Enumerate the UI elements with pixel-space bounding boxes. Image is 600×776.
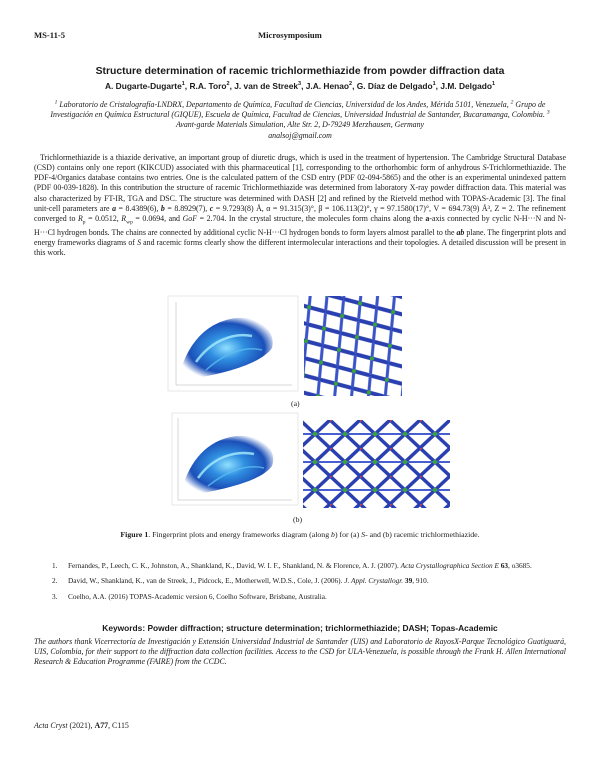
figure-caption: Figure 1. Fingerprint plots and energy frameworks diagram (along b) for (a) S- and (b) racemic trichlormethiazide. xyxy=(120,530,480,539)
affiliation-3: Avant-garde Materials Simulation, Alte Str. 2, D-79249 Merzhausen, Germany xyxy=(175,120,425,130)
energy-framework-a xyxy=(304,296,402,396)
reference-item: 3. Coelho, A.A. (2016) TOPAS-Academic version 6, Coelho Software, Brisbane, Australia. xyxy=(52,591,327,601)
header-code: MS-11-5 xyxy=(34,30,66,40)
fingerprint-plot-b xyxy=(172,413,298,505)
author: R.A. Toro xyxy=(189,81,227,91)
acknowledgement: The authors thank Vicerrectoría de Investigación y Extensión Universidad Industrial de Santander (UIS) and Laboratorio de RayosX-Parque Tecnológico Guatiguará, UIS, Colombia, for their support to the diffraction data collection facilities. Access to the CSD for ULA-Venezuela, is possible through the Frank H. Allen International Research & Education Programme (FAIRE) from the CCDC. xyxy=(34,637,566,667)
author: J. van de Streek xyxy=(234,81,299,91)
email-address[interactable]: analsoj@gmail.com xyxy=(268,130,332,140)
author-list: A. Dugarte-Dugarte$^1$, R.A. Toro$^2$, J. van de Streek$^3$, J.A. Henao$^2$, G. Díaz de Delgado$^1$, J.M. Delgado$^1$ xyxy=(104,81,496,91)
figure-label-b: (b) xyxy=(293,515,303,524)
paper-title: Structure determination of racemic trichlormethiazide from powder diffraction data xyxy=(95,66,505,77)
author: G. Díaz de Delgado xyxy=(356,81,433,91)
footer-citation: Acta Cryst (2021), A77, C115 xyxy=(34,721,129,730)
energy-framework-b xyxy=(303,420,450,508)
author: J.A. Henao xyxy=(305,81,350,91)
author: A. Dugarte-Dugarte xyxy=(104,81,182,91)
author-sup: 2 xyxy=(349,81,353,88)
affiliations xyxy=(44,100,556,141)
affiliation-2: Grupo de Investigación en Química Estructural (GIQUE), Escuela de Química, Facultad de Ciencias, Universidad Industrial de Santander, Bucaramanga, Colombia. xyxy=(50,100,547,120)
author-sup: 1 xyxy=(491,81,496,88)
affil-sup: 3 xyxy=(546,109,550,116)
reference-list xyxy=(42,561,560,607)
header-section: Microsymposium xyxy=(258,30,322,40)
figure-label-a: (a) xyxy=(291,399,300,408)
author-sup: 1 xyxy=(181,81,185,88)
author-sup: 1 xyxy=(432,81,436,88)
affil-sup: 1 xyxy=(54,99,58,106)
affil-sup: 2 xyxy=(510,99,514,106)
keywords: Keywords: Powder diffraction; structure determination; trichlormethiazide; DASH; Topas-Academic xyxy=(102,623,498,633)
reference-item: 1. Fernandes, P., Leech, C. K., Johnston, A., Shankland, K., David, W. I. F., Shankland, N. & Florence, A. J. (2007). Acta Crystallographica Section E 63, o3685. xyxy=(52,561,532,570)
fingerprint-plot-a xyxy=(168,296,298,391)
author: J.M. Delgado xyxy=(440,81,492,91)
affiliation-1: Laboratorio de Cristalografía-LNDRX, Departamento de Química, Facultad de Ciencias, Universidad de los Andes, Mérida 5101, Venezuela, xyxy=(57,100,511,109)
abstract: Trichlormethiazide is a thiazide derivative, an important group of diuretic drugs, which is used in the treatment of hypertension. The Cambridge Structural Database (CSD) contains only one report (KIKCUD) associated with this pharmaceutical [1], corresponding to the orthorhombic form of anhydrous S-Trichlormethiazide. The PDF-4/Organics database contains two entries. One is the calculated pattern of the CSD entry (PDF 02-094-5865) and the other is an experimental unindexed pattern (PDF 00-039-1828). In this contribution the structure of racemic Trichlormethiazide was determined from laboratory X-ray powder diffraction data. This material was also characterized by FT-IR, TGA and DSC. The structure was determined with DASH [2] and refined by the Rietveld method with TOPAS-Academic [3]. The final unit-cell parameters are a = 8.4389(6), b = 8.8929(7), c = 9.7293(8) Å, α = 91.315(3)°, β = 106.113(2)°, γ = 97.1580(17)°, V = 694.73(9) Å³, Z = 2. The refinement converged to $R_p = 0.0512$, $R_{wp} = 0.0694$, and GoF = 2.704. In the crystal structure, the molecules form chains along the a-axis connected by cyclic N-H···N and N-H···Cl hydrogen bonds. The chains are connected by additional cyclic N-H···Cl hydrogen bonds to form layers almost parallel to the ab plane. The fingerprint plots and energy frameworks diagrams of S and racemic forms clearly show the different intermolecular interactions and their topologies. A detailed discussion will be present in this work. xyxy=(34,153,566,257)
author-sup: 3 xyxy=(298,81,302,88)
author-sup: 2 xyxy=(226,81,230,88)
reference-item: 2. David, W., Shankland, K., van de Streek, J., Pidcock, E., Motherwell, W.D.S., Cole, J. (2006). J. Appl. Crystallogr. 39, 910. xyxy=(52,576,429,586)
